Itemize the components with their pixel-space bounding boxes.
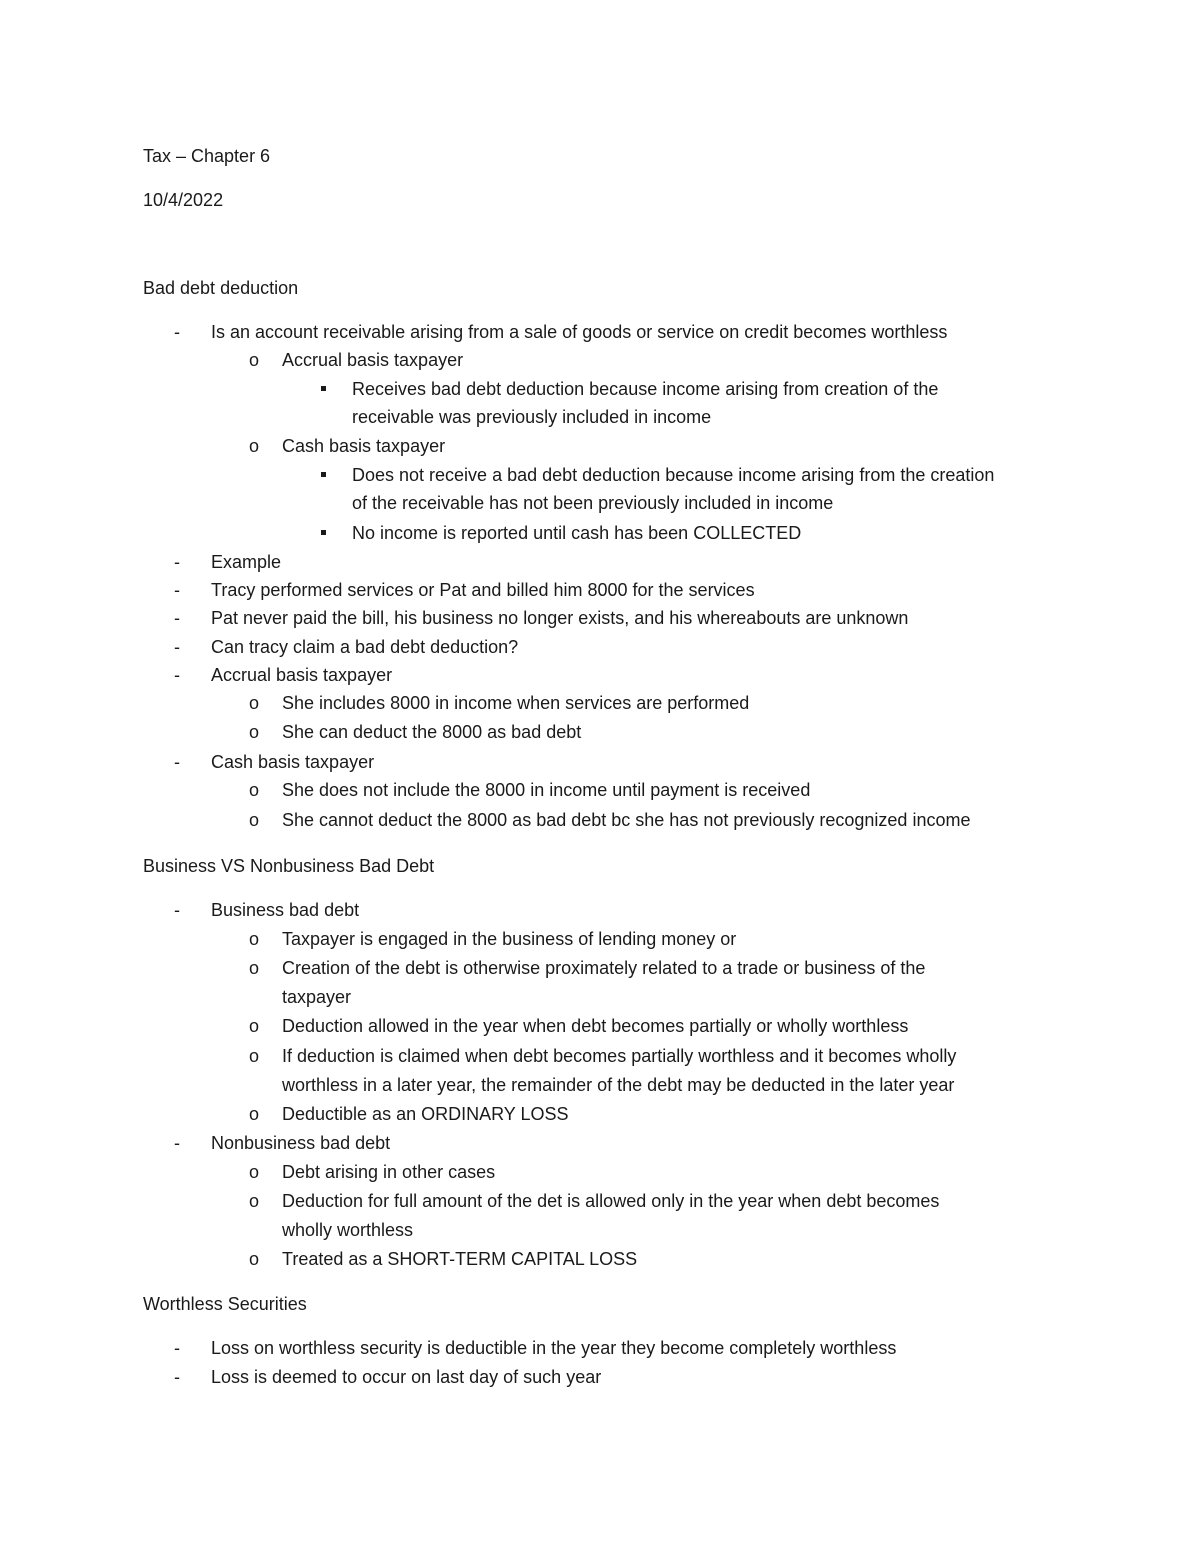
- list-item: Treated as a SHORT-TERM CAPITAL LOSS: [282, 1249, 638, 1269]
- list-item: Accrual basis taxpayer: [282, 350, 464, 370]
- list-item: Example: [211, 552, 282, 572]
- list-item-continuation: wholly worthless: [282, 1220, 414, 1240]
- circle-bullet: o: [248, 810, 259, 830]
- square-bullet: [321, 386, 326, 391]
- list-item: She includes 8000 in income when services are performed: [282, 693, 750, 713]
- list-item-continuation: worthless in a later year, the remainder of the debt may be deducted in the later year: [282, 1075, 955, 1095]
- circle-bullet: o: [248, 1104, 259, 1124]
- list-item: Creation of the debt is otherwise proximately related to a trade or business of the: [282, 958, 926, 978]
- dash-bullet: -: [174, 1133, 180, 1153]
- circle-bullet: o: [248, 780, 259, 800]
- dash-bullet: -: [174, 1338, 180, 1358]
- circle-bullet: o: [248, 350, 259, 370]
- list-item: If deduction is claimed when debt becomes partially worthless and it becomes wholly: [282, 1046, 957, 1066]
- list-item: Loss is deemed to occur on last day of such year: [211, 1367, 602, 1387]
- dash-bullet: -: [174, 665, 180, 685]
- circle-bullet: o: [248, 1016, 259, 1036]
- list-item: Taxpayer is engaged in the business of lending money or: [282, 929, 737, 949]
- dash-bullet: -: [174, 752, 180, 772]
- doc-title: Tax – Chapter 6: [143, 146, 271, 166]
- list-item: Debt arising in other cases: [282, 1162, 496, 1182]
- list-item: Cash basis taxpayer: [282, 436, 446, 456]
- list-item: She cannot deduct the 8000 as bad debt bc she has not previously recognized income: [282, 810, 971, 830]
- list-item: She can deduct the 8000 as bad debt: [282, 722, 582, 742]
- list-item: Is an account receivable arising from a sale of goods or service on credit becomes worthless: [211, 322, 948, 342]
- circle-bullet: o: [248, 1162, 259, 1182]
- list-item: Cash basis taxpayer: [211, 752, 375, 772]
- circle-bullet: o: [248, 1249, 259, 1269]
- list-item: Does not receive a bad debt deduction because income arising from the creation: [352, 465, 995, 485]
- list-item: Deduction for full amount of the det is allowed only in the year when debt becomes: [282, 1191, 940, 1211]
- dash-bullet: -: [174, 900, 180, 920]
- circle-bullet: o: [248, 929, 259, 949]
- list-item: Business bad debt: [211, 900, 360, 920]
- section-heading: Worthless Securities: [143, 1294, 307, 1314]
- list-item: Pat never paid the bill, his business no longer exists, and his whereabouts are unknown: [211, 608, 909, 628]
- circle-bullet: o: [248, 436, 259, 456]
- section-heading: Business VS Nonbusiness Bad Debt: [143, 856, 435, 876]
- dash-bullet: -: [174, 552, 180, 572]
- list-item: Receives bad debt deduction because income arising from creation of the: [352, 379, 939, 399]
- circle-bullet: o: [248, 693, 259, 713]
- list-item: Deductible as an ORDINARY LOSS: [282, 1104, 569, 1124]
- list-item: Nonbusiness bad debt: [211, 1133, 391, 1153]
- dash-bullet: -: [174, 608, 180, 628]
- list-item: She does not include the 8000 in income until payment is received: [282, 780, 811, 800]
- square-bullet: [321, 530, 326, 535]
- dash-bullet: -: [174, 637, 180, 657]
- list-item-continuation: of the receivable has not been previously included in income: [352, 493, 834, 513]
- dash-bullet: -: [174, 580, 180, 600]
- circle-bullet: o: [248, 958, 259, 978]
- circle-bullet: o: [248, 1046, 259, 1066]
- list-item: Tracy performed services or Pat and billed him 8000 for the services: [211, 580, 755, 600]
- dash-bullet: -: [174, 322, 180, 342]
- list-item-continuation: taxpayer: [282, 987, 352, 1007]
- doc-date: 10/4/2022: [143, 190, 224, 210]
- list-item-continuation: receivable was previously included in income: [352, 407, 712, 427]
- list-item: Deduction allowed in the year when debt becomes partially or wholly worthless: [282, 1016, 909, 1036]
- list-item: Accrual basis taxpayer: [211, 665, 393, 685]
- list-item: Loss on worthless security is deductible in the year they become completely worthless: [211, 1338, 897, 1358]
- list-item: Can tracy claim a bad debt deduction?: [211, 637, 519, 657]
- circle-bullet: o: [248, 1191, 259, 1211]
- section-heading: Bad debt deduction: [143, 278, 299, 298]
- circle-bullet: o: [248, 722, 259, 742]
- dash-bullet: -: [174, 1367, 180, 1387]
- list-item: No income is reported until cash has been COLLECTED: [352, 523, 802, 543]
- square-bullet: [321, 472, 326, 477]
